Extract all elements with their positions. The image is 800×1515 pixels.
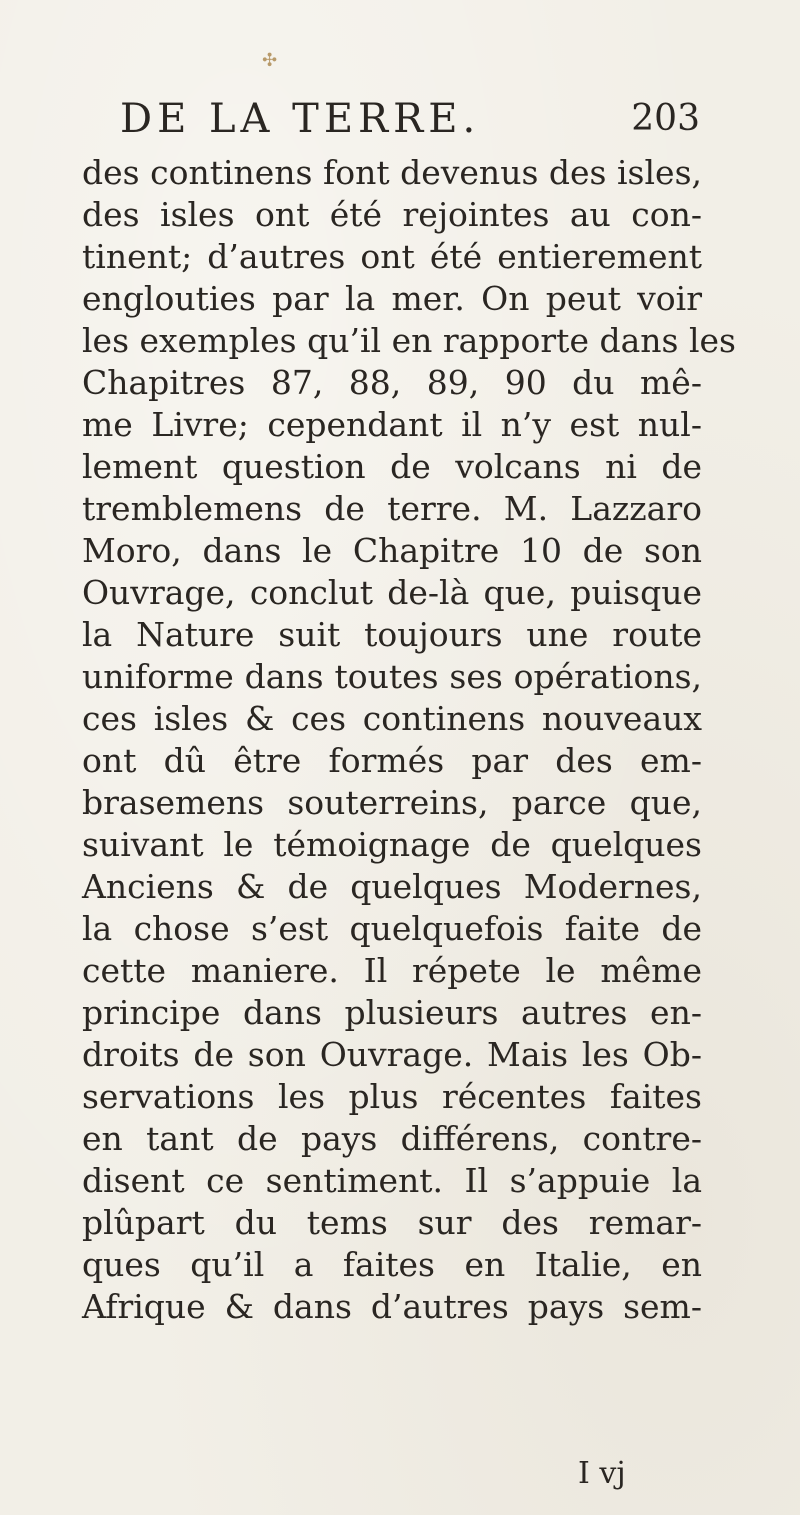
text-line: droits de son Ouvrage. Mais les Ob- — [82, 1035, 702, 1074]
text-line: la Nature suit toujours une route — [82, 615, 702, 654]
text-line: plûpart du tems sur des remar- — [82, 1203, 702, 1242]
text-line: les exemples qu’il en rapporte dans les — [82, 321, 736, 360]
text-line: la chose s’est quelquefois faite de — [82, 909, 702, 948]
signature-mark: I vj — [578, 1456, 626, 1491]
text-line: me Livre; cependant il n’y est nul- — [82, 405, 702, 444]
text-line: ques qu’il a faites en Italie, en — [82, 1245, 702, 1284]
text-line: englouties par la mer. On peut voir — [82, 279, 702, 318]
text-line: des isles ont été rejointes au con- — [82, 195, 702, 234]
text-line: ont dû être formés par des em- — [82, 741, 702, 780]
text-line: uniforme dans toutes ses opérations, — [82, 657, 702, 696]
text-line: suivant le témoignage de quelques — [82, 825, 702, 864]
text-line: Moro, dans le Chapitre 10 de son — [82, 531, 702, 570]
running-title: DE LA TERRE. — [120, 96, 481, 142]
text-line: tinent; d’autres ont été entierement — [82, 237, 702, 276]
text-line: Afrique & dans d’autres pays sem- — [82, 1287, 702, 1326]
text-line: cette maniere. Il répete le même — [82, 951, 702, 990]
text-line: brasemens souterreins, parce que, — [82, 783, 702, 822]
text-line: lement question de volcans ni de — [82, 447, 702, 486]
body-text — [82, 152, 736, 1328]
page-number: 203 — [631, 98, 700, 139]
text-line: ces isles & ces continens nouveaux — [82, 699, 702, 738]
text-line: servations les plus récentes faites — [82, 1077, 702, 1116]
text-line: Ouvrage, conclut de-là que, puisque — [82, 573, 702, 612]
ink-mark-icon: ✣ — [262, 50, 278, 71]
text-line: disent ce sentiment. Il s’appuie la — [82, 1161, 702, 1200]
text-line: Chapitres 87, 88, 89, 90 du mê- — [82, 363, 702, 402]
text-line: Anciens & de quelques Modernes, — [82, 867, 702, 906]
text-line: tremblemens de terre. M. Lazzaro — [82, 489, 702, 528]
text-line: principe dans plusieurs autres en- — [82, 993, 702, 1032]
text-line: en tant de pays différens, contre- — [82, 1119, 702, 1158]
text-line: des continens font devenus des isles, — [82, 153, 702, 192]
page-header — [120, 96, 700, 146]
